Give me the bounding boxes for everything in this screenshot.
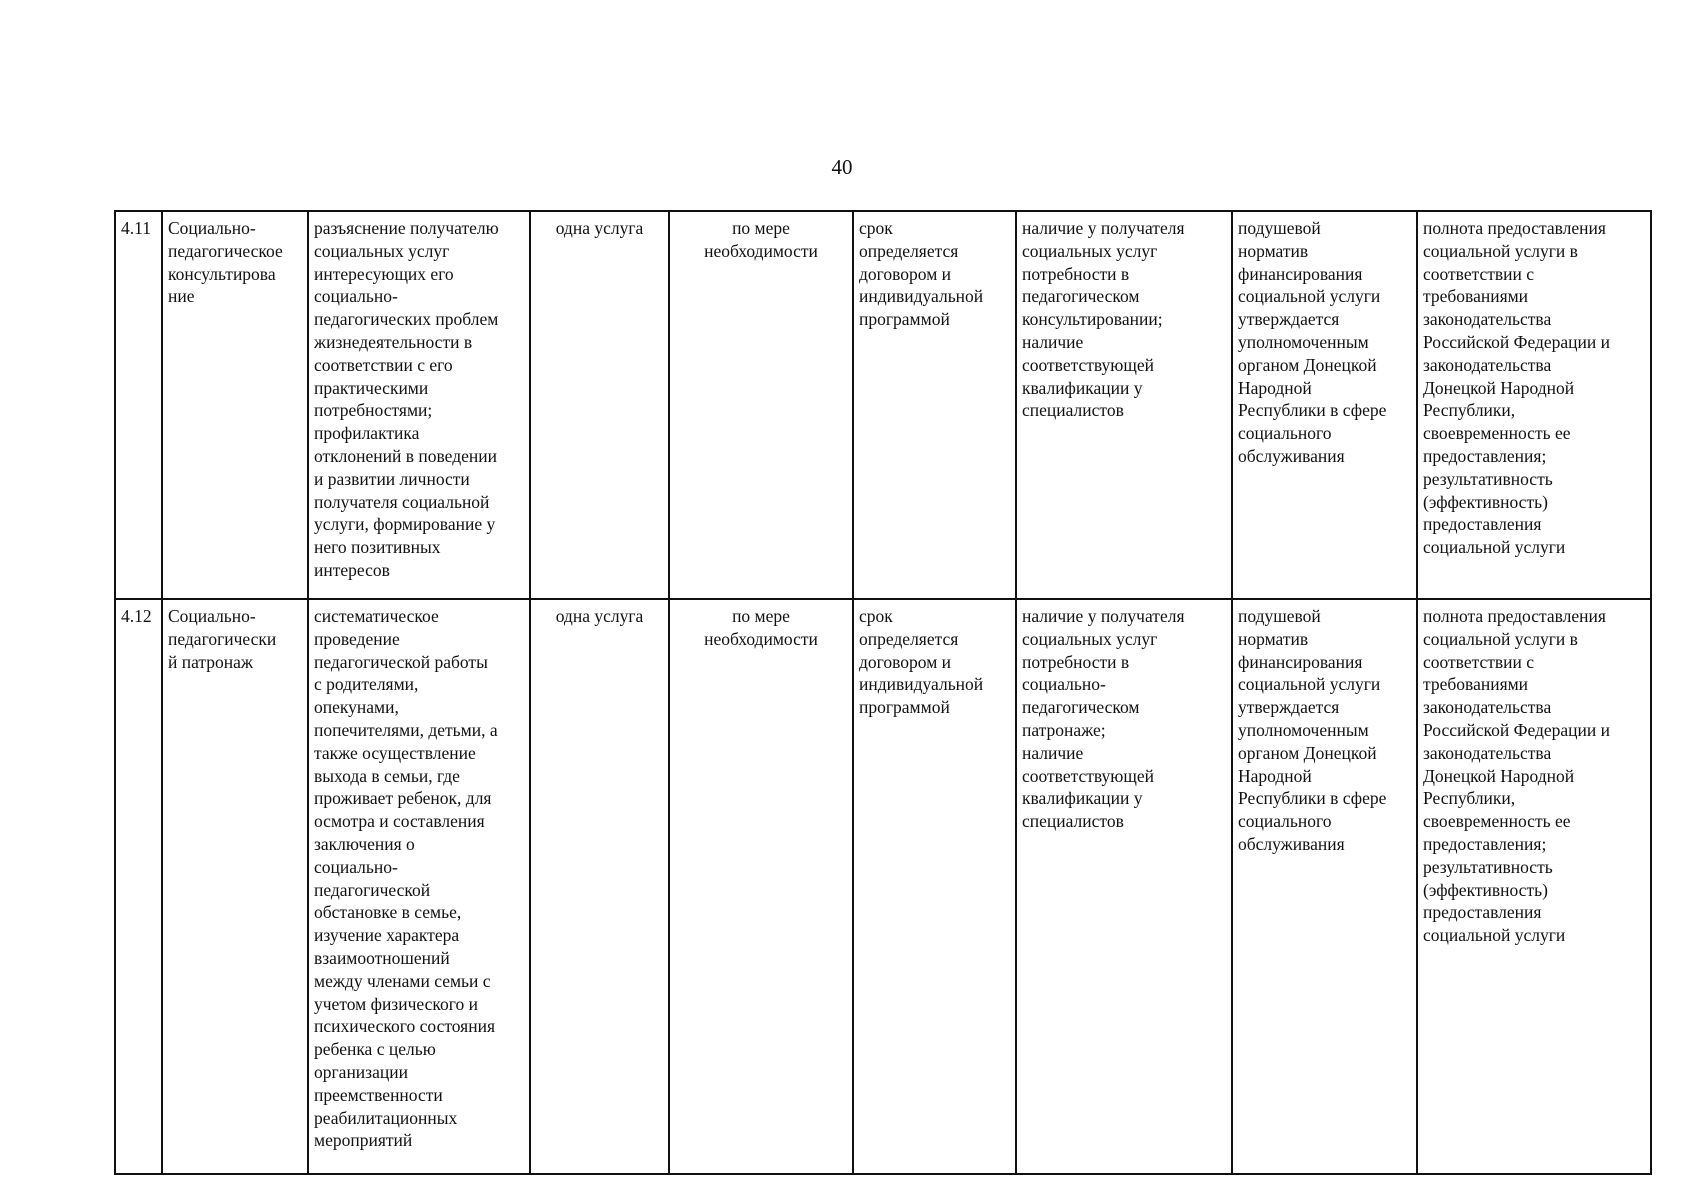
page-number: 40 <box>831 155 853 179</box>
service-conditions-cell <box>1016 211 1232 599</box>
service-quality-cell <box>1417 599 1651 1174</box>
service-description-cell <box>308 599 530 1174</box>
service-name: Социально- педагогически й патронаж <box>168 606 277 672</box>
service-financing-cell <box>1232 211 1417 599</box>
service-financing: подушевой норматив финансирования социальной услуги утверждается уполномоченным органом Донецкой Народной Республики в сфере социального обслуживания <box>1238 218 1387 466</box>
service-conditions: наличие у получателя социальных услуг потребности в педагогическом консультировании; наличие соответствующей квалификации у специалистов <box>1022 218 1185 421</box>
service-conditions: наличие у получателя социальных услуг потребности в социально- педагогическом патронаже; наличие соответствующей квалификации у специалистов <box>1022 606 1185 832</box>
service-number-cell <box>115 211 162 599</box>
service-name-cell <box>162 211 308 599</box>
table-row <box>115 211 1651 599</box>
service-quality-cell <box>1417 211 1651 599</box>
service-volume-cell <box>530 211 669 599</box>
service-frequency: по мере необходимости <box>704 606 818 649</box>
service-description: систематическое проведение педагогической работы с родителями, опекунами, попечителями, детьми, а также осуществление выхода в семьи, где проживает ребенок, для осмотра и составления заключения о социально- педагогической обстановке в семье, изучение характера взаимоотношений между членами семьи с учетом физического и психического состояния ребенка с целью организации преемственности реабилитационных мероприятий <box>314 606 498 1151</box>
service-term-cell <box>853 211 1016 599</box>
service-term: срок определяется договором и индивидуальной программой <box>859 606 984 718</box>
service-term: срок определяется договором и индивидуальной программой <box>859 218 984 330</box>
service-term-cell <box>853 599 1016 1174</box>
service-number-cell <box>115 599 162 1174</box>
service-volume: одна услуга <box>555 218 644 238</box>
service-name-cell <box>162 599 308 1174</box>
service-financing-cell <box>1232 599 1417 1174</box>
service-name: Социально- педагогическое консультирова ние <box>168 218 283 307</box>
services-table <box>114 210 1652 1175</box>
service-quality: полнота предоставления социальной услуги в соответствии с требованиями законодательства Российской Федерации и законодательства Донецкой Народной Республики, своевременность ее предоставления; результативность (эффективность) предоставления социальной услуги <box>1423 218 1611 558</box>
service-quality: полнота предоставления социальной услуги в соответствии с требованиями законодательства Российской Федерации и законодательства Донецкой Народной Республики, своевременность ее предоставления; результативность (эффективность) предоставления социальной услуги <box>1423 606 1611 946</box>
service-frequency-cell <box>669 211 853 599</box>
service-number: 4.11 <box>121 218 151 238</box>
service-description: разъяснение получателю социальных услуг интересующих его социально- педагогических проблем жизнедеятельности в соответствии с его практическими потребностями; профилактика отклонений в поведении и развитии личности получателя социальной услуги, формирование у него позитивных интересов <box>314 218 499 580</box>
service-volume-cell <box>530 599 669 1174</box>
table-row <box>115 599 1651 1174</box>
service-number: 4.12 <box>121 606 152 626</box>
service-description-cell <box>308 211 530 599</box>
service-financing: подушевой норматив финансирования социальной услуги утверждается уполномоченным органом Донецкой Народной Республики в сфере социального обслуживания <box>1238 606 1387 854</box>
service-volume: одна услуга <box>555 606 644 626</box>
service-conditions-cell <box>1016 599 1232 1174</box>
service-frequency: по мере необходимости <box>704 218 818 261</box>
service-frequency-cell <box>669 599 853 1174</box>
